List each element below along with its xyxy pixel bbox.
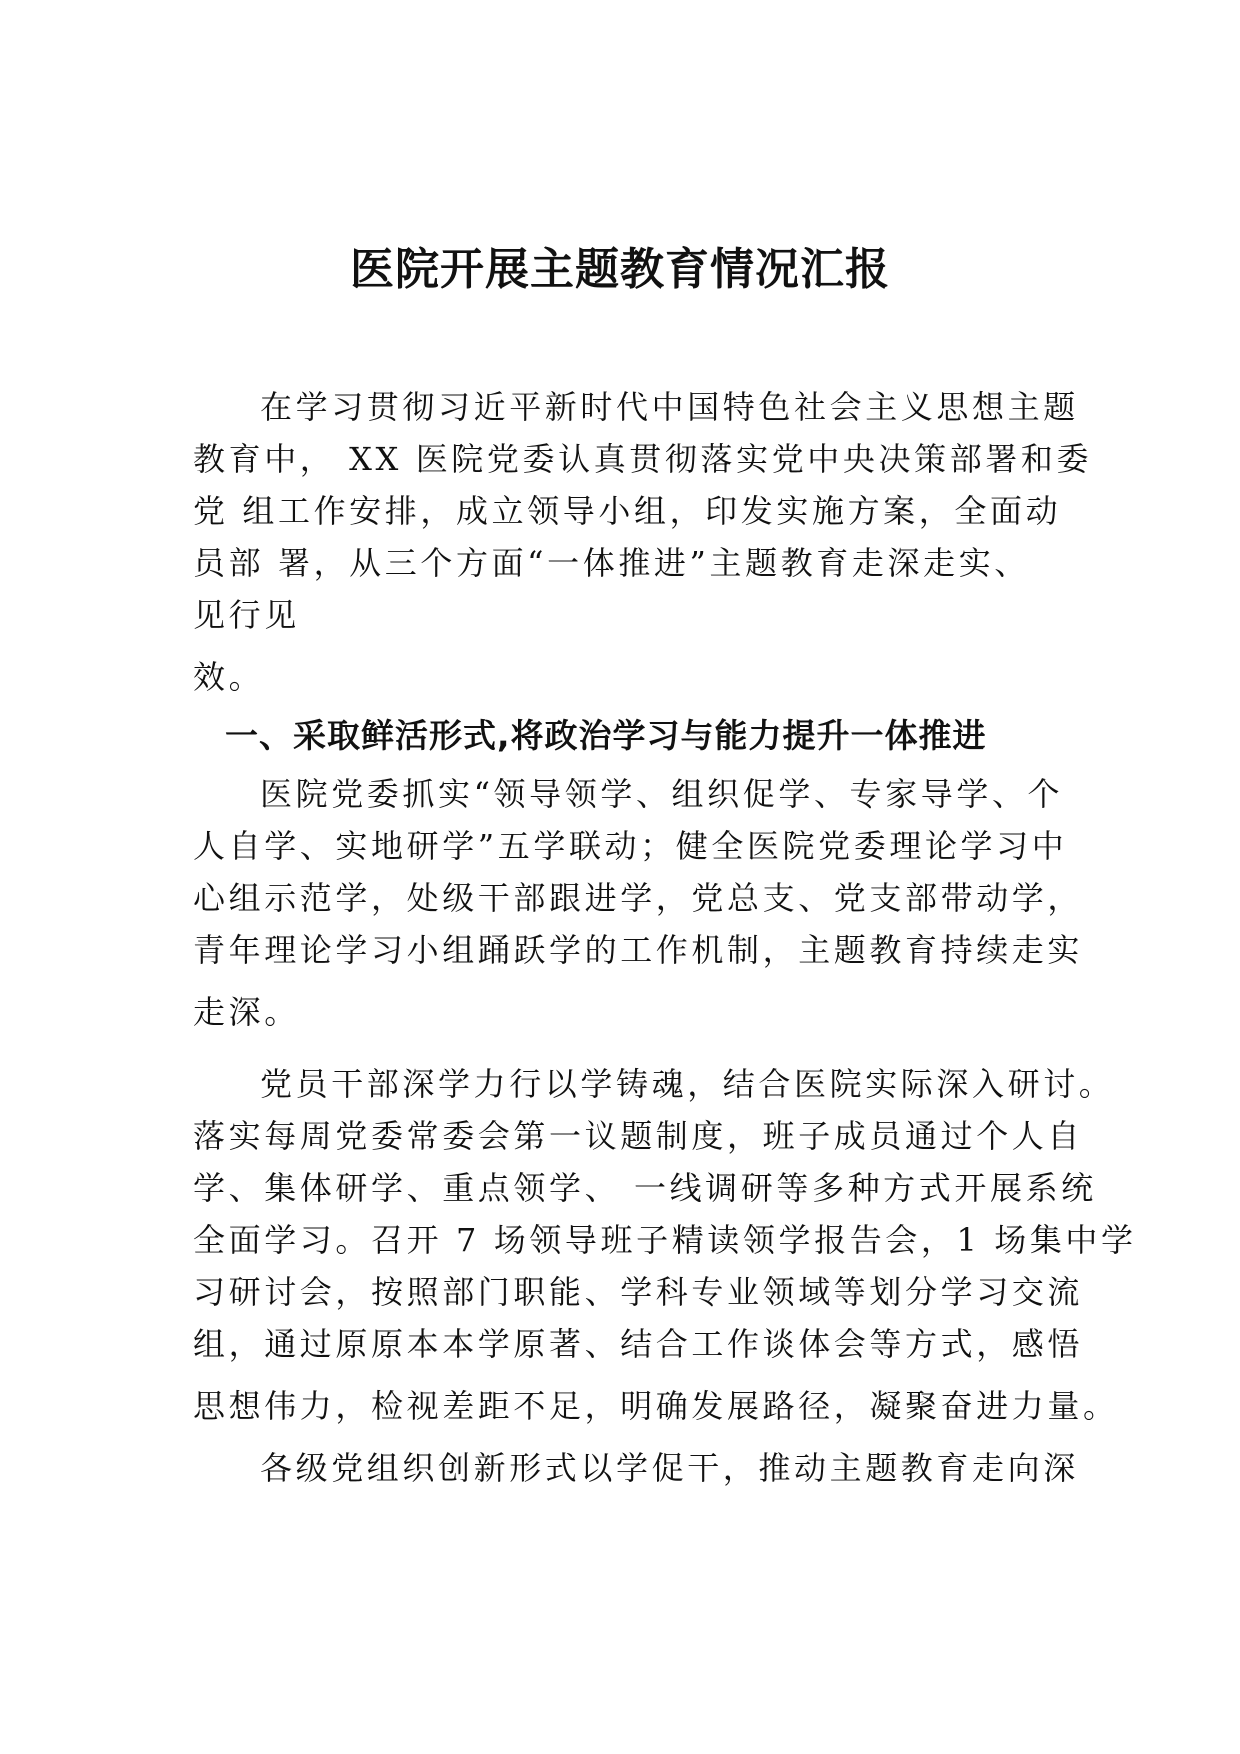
para2-line-5: 习研讨会，按照部门职能、学科专业领域等划分学习交流 xyxy=(193,1273,1084,1311)
para1-line-2: 人自学、实地研学”五学联动；健全医院党委理论学习中 xyxy=(193,827,1068,865)
intro-line-2: 教育中， XX 医院党委认真贯彻落实党中央决策部署和委 xyxy=(193,440,1093,478)
document-title: 医院开展主题教育情况汇报 xyxy=(350,244,890,295)
para1-line-4: 青年理论学习小组踊跃学的工作机制，主题教育持续走实 xyxy=(193,931,1084,969)
intro-line-1: 在学习贯彻习近平新时代中国特色社会主义思想主题 xyxy=(260,388,1079,426)
intro-line-6: 效。 xyxy=(193,658,265,696)
para1-line-1: 医院党委抓实“领导领学、组织促学、专家导学、个 xyxy=(260,775,1064,813)
para2-line-2: 落实每周党委常委会第一议题制度，班子成员通过个人自 xyxy=(193,1117,1084,1155)
para2-line-6: 组，通过原原本本学原著、结合工作谈体会等方式，感悟 xyxy=(193,1325,1084,1363)
para2-line-7: 思想伟力，检视差距不足，明确发展路径，凝聚奋进力量。 xyxy=(193,1387,1119,1425)
para1-line-5: 走深。 xyxy=(193,993,300,1031)
para2-line-1: 党员干部深学力行以学铸魂，结合医院实际深入研讨。 xyxy=(260,1065,1115,1103)
intro-line-3: 党 组工作安排，成立领导小组，印发实施方案，全面动 xyxy=(193,492,1062,530)
para2-line-4: 全面学习。召开 7 场领导班子精读领学报告会，1 场集中学 xyxy=(193,1221,1137,1259)
para1-line-3: 心组示范学，处级干部跟进学，党总支、党支部带动学， xyxy=(193,879,1084,917)
para2-line-3: 学、集体研学、重点领学、 一线调研等多种方式开展系统 xyxy=(193,1169,1097,1207)
section-1-heading: 一、采取鲜活形式,将政治学习与能力提升一体推进 xyxy=(225,716,987,755)
para3-line-1: 各级党组织创新形式以学促干，推动主题教育走向深 xyxy=(260,1449,1079,1487)
intro-line-4: 员部 署，从三个方面“一体推进”主题教育走深走实、 xyxy=(193,544,1030,582)
intro-line-5: 见行见 xyxy=(193,596,300,634)
